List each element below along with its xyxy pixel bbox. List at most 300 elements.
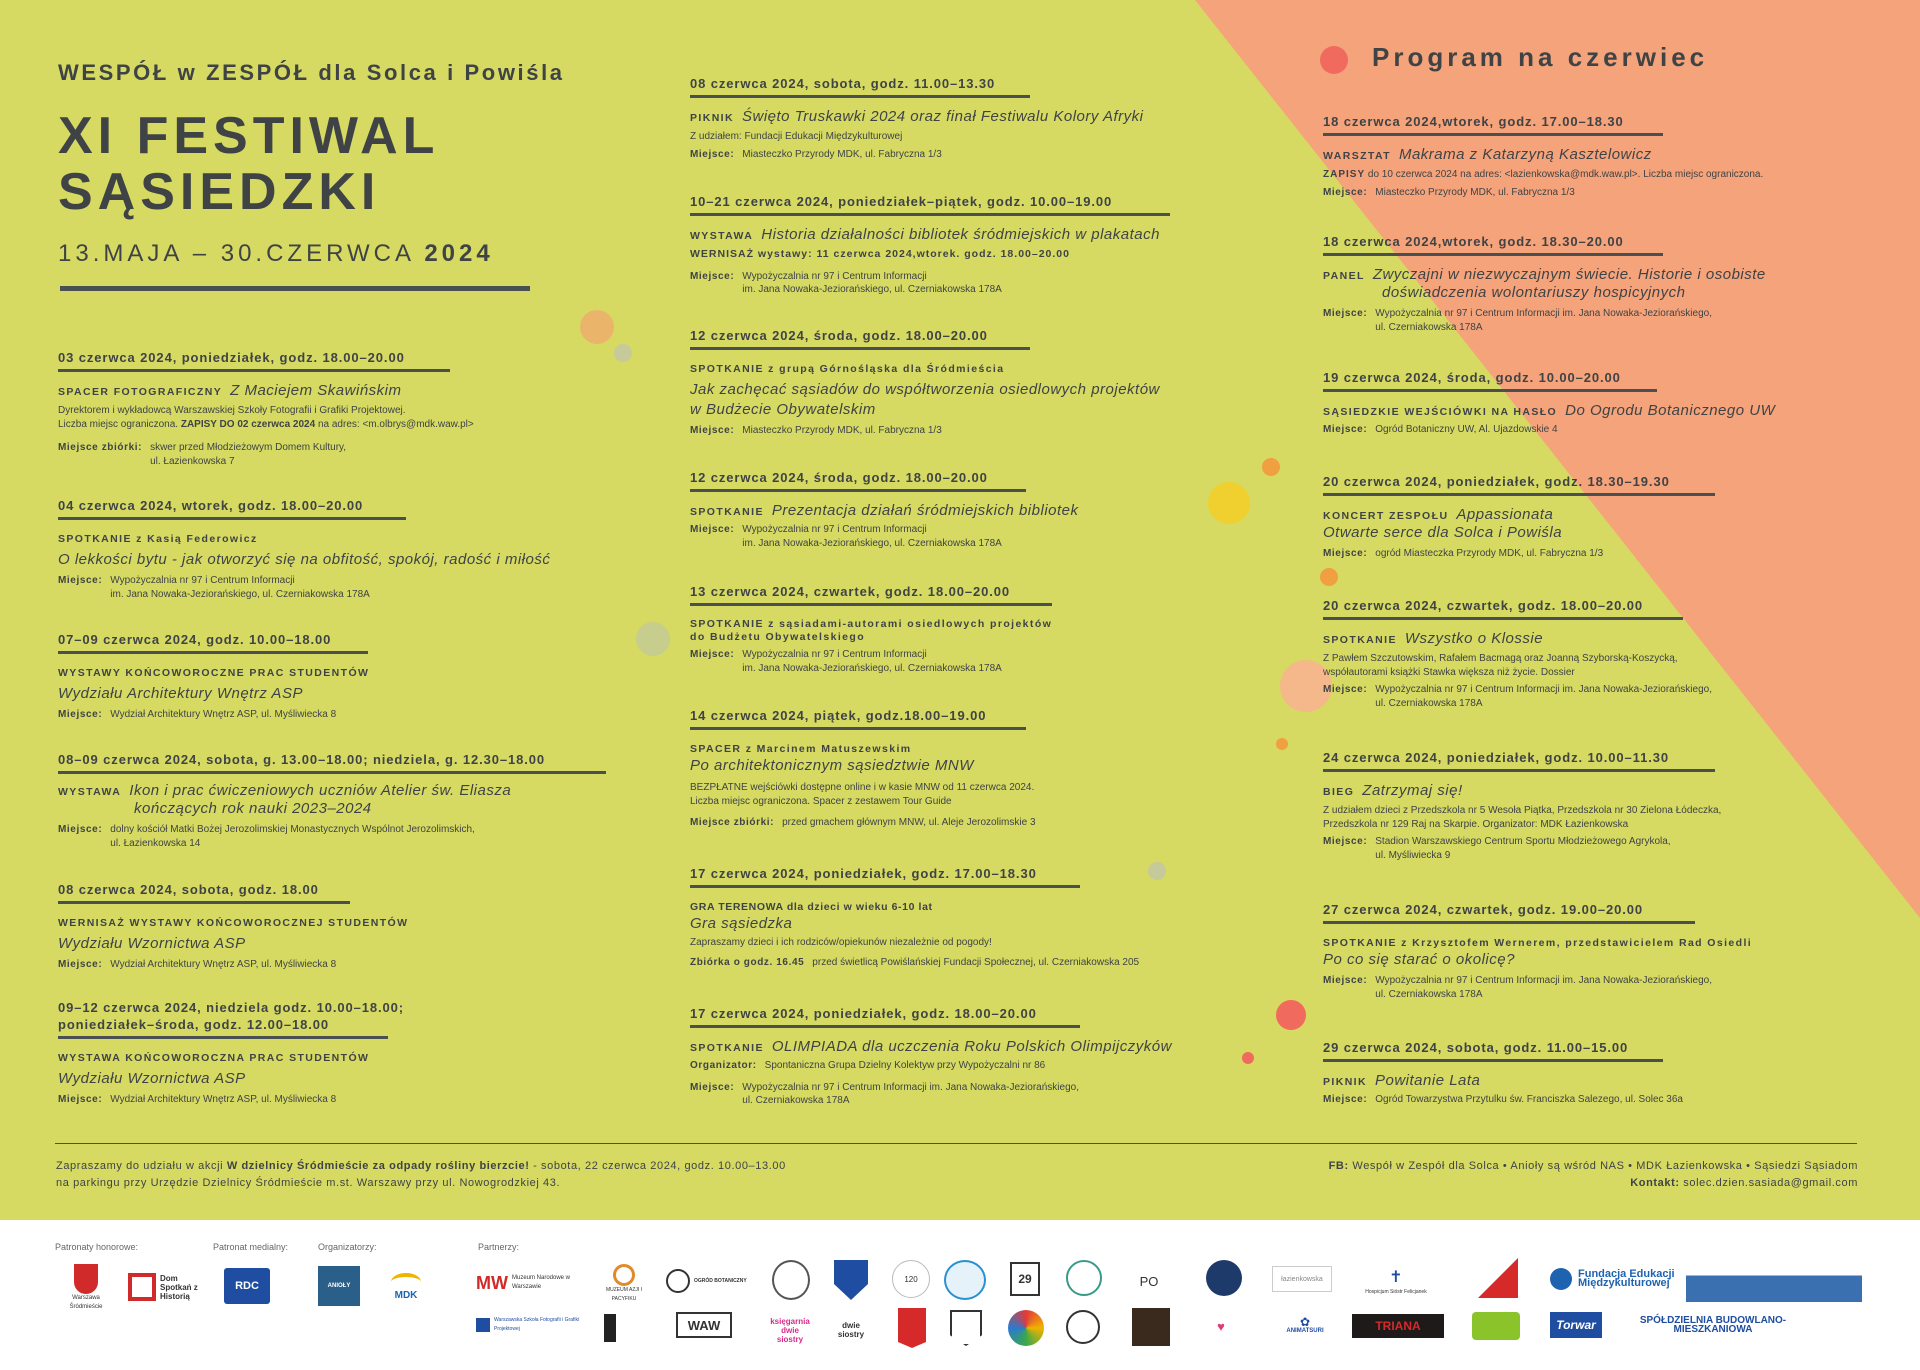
event-item <box>58 882 648 972</box>
event-title-cont: kończących rok nauki 2023–2024 <box>134 800 372 817</box>
place-text <box>1375 835 1670 862</box>
desc-part: Liczba miejsc ograniczona. <box>58 418 181 430</box>
wsf-icon <box>476 1318 490 1332</box>
event-place <box>58 958 648 972</box>
place-line: ul. Czerniakowska 178A <box>1375 321 1483 333</box>
event-desc: Zapraszamy dzieci i ich rodziców/opiekunów niezależnie od pogody! <box>690 937 992 948</box>
deco-dot <box>1276 738 1288 750</box>
event-kind: KONCERT ZESPOŁU <box>1323 510 1449 522</box>
dates-year: 2024 <box>424 240 494 267</box>
place-text: przed świetlicą Powiślańskiej Fundacji Społecznej, ul. Czerniakowska 205 <box>812 956 1140 968</box>
place-text <box>1375 974 1712 1001</box>
logo-text: Dom Spotkań z Historią <box>160 1273 198 1301</box>
event-date: 13 czerwca 2024, czwartek, godz. 18.00–20.00 <box>690 584 1011 599</box>
event-place <box>690 523 1250 550</box>
program-title <box>1372 42 1708 73</box>
event-desc: BEZPŁATNE wejściówki dostępne online i w kasie MNW od 11 czerwca 2024. <box>690 782 1035 793</box>
event-kind-line <box>58 916 648 930</box>
date-underline <box>1323 493 1715 496</box>
place-text: Wydział Architektury Wnętrz ASP, ul. Myśliwiecka 8 <box>110 959 337 970</box>
date-underline <box>690 727 1026 730</box>
partner-logo[interactable] <box>944 1260 986 1300</box>
event-title: Ikon i prac ćwiczeniowych uczniów Atelier św. Eliasza <box>129 782 512 799</box>
event-item <box>58 752 648 850</box>
organizer-text: Spontaniczna Grupa Dzielny Kolektyw przy Wypożyczalni nr 86 <box>764 1060 1046 1071</box>
event-kind: SPOTKANIE <box>690 1042 764 1054</box>
title-line-1: XI FESTIWAL <box>58 107 440 165</box>
event-desc <box>58 418 648 432</box>
partner-logo[interactable] <box>898 1308 926 1348</box>
place-label: Miejsce: <box>1323 684 1368 695</box>
event-title: Po co się starać o okolicę? <box>1323 951 1515 968</box>
event-heading <box>690 1040 1250 1055</box>
event-kind: SĄSIEDZKIE WEJŚCIÓWKI NA HASŁO <box>1323 406 1558 418</box>
logo-text: MDK <box>394 1289 418 1301</box>
date-underline <box>58 651 368 654</box>
partner-logo[interactable] <box>1066 1310 1100 1344</box>
triana-logo[interactable] <box>1352 1314 1444 1338</box>
event-organizer <box>690 1059 1250 1073</box>
date-underline <box>690 603 1052 606</box>
event-date: 17 czerwca 2024, poniedziałek, godz. 18.00–20.00 <box>690 1006 1037 1021</box>
date-underline <box>58 771 606 774</box>
logo-text: TRIANA <box>1375 1318 1421 1333</box>
event-desc: Liczba miejsc ograniczona. Spacer z zestawem Tour Guide <box>690 795 952 807</box>
place-line: skwer przed Młodzieżowym Domem Kultury, <box>150 442 347 453</box>
place-label: Miejsce: <box>58 959 103 970</box>
event-place <box>1323 1093 1903 1107</box>
event-item <box>690 866 1250 969</box>
event-kind: SPOTKANIE <box>1323 634 1397 646</box>
partner-logo[interactable] <box>1132 1308 1170 1346</box>
crest-icon <box>74 1264 98 1294</box>
lazienkowska-logo[interactable] <box>1272 1266 1332 1292</box>
event-title: Historia działalności bibliotek śródmiejskich w plakatach <box>761 226 1160 243</box>
place-label: Miejsce: <box>1323 975 1368 986</box>
event-date: 27 czerwca 2024, czwartek, godz. 19.00–20.00 <box>1323 902 1644 917</box>
place-text <box>742 648 1002 675</box>
event-kind-line <box>690 742 1250 756</box>
event-title: Jak zachęcać sąsiadów do współtworzenia osiedlowych projektów <box>690 381 1160 398</box>
event-item <box>58 498 648 601</box>
date-underline <box>690 885 1080 888</box>
place-text <box>110 574 370 601</box>
event-heading <box>1323 404 1903 419</box>
event-kind: WYSTAWA <box>690 230 754 242</box>
date-underline <box>1323 1059 1663 1062</box>
date-underline <box>1323 921 1695 924</box>
event-kind: PIKNIK <box>690 112 734 124</box>
event-title-cont: w Budżecie Obywatelskim <box>690 401 876 418</box>
event-desc: Z udziałem dzieci z Przedszkola nr 5 Wesoła Piątka, Przedszkola nr 30 Zielona Łódeczka, <box>1323 805 1722 816</box>
po-logo[interactable] <box>1124 1264 1174 1298</box>
event-date: 17 czerwca 2024, poniedziałek, godz. 17.00–18.30 <box>690 866 1037 881</box>
event-heading <box>690 228 1250 243</box>
event-date: 18 czerwca 2024,wtorek, godz. 18.30–20.00 <box>1323 234 1624 249</box>
event-item <box>690 1006 1250 1108</box>
date-underline <box>58 1036 388 1039</box>
rdc-logo[interactable] <box>224 1268 270 1304</box>
logo-text: MUZEUM AZJI I PACYFIKU <box>605 1287 643 1302</box>
event-place <box>1323 683 1903 710</box>
event-desc: Z udziałem: Fundacji Edukacji Międzykulturowej <box>690 131 903 142</box>
place-line: Wypożyczalnia nr 97 i Centrum Informacji im. Jana Nowaka-Jeziorańskiego, <box>1375 308 1712 319</box>
event-item <box>58 350 648 468</box>
event-title: O lekkości bytu - jak otworzyć się na obfitość, spokój, radość i miłość <box>58 551 551 568</box>
place-label: Miejsce: <box>58 1094 103 1105</box>
event-desc: Przedszkola nr 129 Raj na Skarpie. Organizator: MDK Łazienkowska <box>1323 818 1629 830</box>
footer-part: - sobota, 22 czerwca 2024, godz. 10.00–13.00 <box>529 1160 786 1172</box>
place-line: Wypożyczalnia nr 97 i Centrum Informacji <box>742 270 927 282</box>
event-title: Wydziału Wzornictwa ASP <box>58 1070 246 1087</box>
event-place <box>690 816 1250 830</box>
mdk-icon <box>391 1273 421 1291</box>
event-item <box>690 470 1250 550</box>
event-title: Wydziału Architektury Wnętrz ASP <box>58 685 303 702</box>
event-date: 03 czerwca 2024, poniedziałek, godz. 18.00–20.00 <box>58 350 405 365</box>
footer-left <box>56 1158 786 1192</box>
place-line: ul. Myśliwiecka 9 <box>1375 849 1451 861</box>
place-label: Miejsce: <box>1323 308 1368 319</box>
place-text <box>1375 307 1712 334</box>
event-place <box>1323 186 1903 200</box>
event-kind: SPOTKANIE z Kasią Federowicz <box>58 533 258 545</box>
place-label: Miejsce zbiórki: <box>58 442 143 453</box>
event-item <box>1323 474 1903 561</box>
event-date: 20 czerwca 2024, poniedziałek, godz. 18.30–19.30 <box>1323 474 1670 489</box>
place-label: Miejsce: <box>1323 424 1368 435</box>
place-line: Wypożyczalnia nr 97 i Centrum Informacji <box>742 524 927 535</box>
event-date: 08 czerwca 2024, sobota, godz. 18.00 <box>58 882 319 897</box>
event-title: Appassionata <box>1456 506 1554 523</box>
event-item <box>58 1000 648 1107</box>
date-underline <box>58 369 450 372</box>
muzeum-azji-logo[interactable] <box>602 1258 646 1310</box>
event-kind: WARSZTAT <box>1323 150 1391 162</box>
place-label: Miejsce: <box>690 1081 735 1093</box>
partner-logo-120[interactable] <box>892 1260 930 1298</box>
event-place <box>58 574 648 601</box>
event-title: Zatrzymaj się! <box>1362 782 1463 799</box>
event-kind: PIKNIK <box>1323 1076 1367 1088</box>
logo-text: WAW <box>687 1317 721 1333</box>
event-heading <box>1323 632 1903 647</box>
partner-logo[interactable] <box>1008 1310 1044 1346</box>
event-place <box>690 424 1250 438</box>
event-date: 12 czerwca 2024, środa, godz. 18.00–20.00 <box>690 470 988 485</box>
event-title-cont: Otwarte serce dla Solca i Powiśla <box>1323 524 1563 541</box>
place-line: im. Jana Nowaka-Jeziorańskiego, ul. Czerniakowska 178A <box>742 662 1002 674</box>
place-line: ul. Czerniakowska 178A <box>1375 988 1483 1000</box>
mdk-logo[interactable] <box>384 1264 428 1308</box>
desc-part: na adres: <m.olbrys@mdk.waw.pl> <box>315 418 474 430</box>
logo-text: Torwar <box>1556 1317 1596 1332</box>
program-dot <box>1320 46 1348 74</box>
event-kind-line <box>58 532 648 546</box>
date-underline <box>690 347 1030 350</box>
date-underline <box>1323 133 1663 136</box>
logo-text: RDC <box>235 1279 259 1292</box>
place-line: dolny kościół Matki Bożej Jerozolimskiej Monastycznych Wspólnot Jerozolimskich, <box>110 824 475 835</box>
dwie-siostry-logo[interactable] <box>830 1310 872 1350</box>
title-line-2: SĄSIEDZKI <box>58 163 381 221</box>
event-kind: SPOTKANIE <box>690 506 764 518</box>
event-title: Wszystko o Klossie <box>1404 630 1544 647</box>
partner-logo[interactable] <box>1478 1258 1518 1298</box>
place-text: przed gmachem głównym MNW, ul. Aleje Jerozolimskie 3 <box>782 817 1036 828</box>
event-desc: Z Pawłem Szczutowskim, Rafałem Bacmagą oraz Joanną Szyborską-Koszycką, <box>1323 653 1678 664</box>
event-kind-line <box>58 666 648 680</box>
event-kind-line <box>690 362 1250 376</box>
place-line: ul. Czerniakowska 178A <box>742 1095 850 1106</box>
date-underline <box>1323 769 1715 772</box>
event-kind-line <box>690 618 1250 631</box>
partner-logo[interactable]: ♥ <box>1217 1318 1225 1334</box>
place-line: Wypożyczalnia nr 97 i Centrum Informacji <box>110 575 295 586</box>
dom-icon <box>128 1273 156 1301</box>
event-place <box>1323 835 1903 862</box>
event-item <box>58 632 648 722</box>
event-place <box>58 441 648 468</box>
deco-dot <box>1320 568 1338 586</box>
ogrod-botaniczny-logo[interactable] <box>666 1264 750 1298</box>
event-place <box>58 708 648 722</box>
date-underline <box>690 95 1030 98</box>
event-title: Po architektonicznym sąsiedztwie MNW <box>690 757 974 774</box>
event-item <box>1323 750 1903 862</box>
cross-icon: ✝ <box>1389 1268 1403 1286</box>
fem-logo[interactable] <box>1550 1262 1700 1296</box>
place-text: Ogród Botaniczny UW, Al. Ujazdowskie 4 <box>1375 424 1558 435</box>
event-item <box>690 328 1250 438</box>
place-label: Miejsce: <box>1323 186 1368 198</box>
place-label: Miejsce: <box>690 270 735 282</box>
event-item <box>1323 598 1903 710</box>
date-underline <box>1323 253 1663 256</box>
festival-title <box>58 108 439 220</box>
event-date: 12 czerwca 2024, środa, godz. 18.00–20.00 <box>690 328 988 343</box>
place-label: Miejsce: <box>1323 836 1368 847</box>
event-kind: SPOTKANIE z Krzysztofem Wernerem, przedstawicielem Rad Osiedli <box>1323 937 1753 949</box>
date-underline <box>58 517 406 520</box>
place-label: Miejsce: <box>58 575 103 586</box>
logo-text: Warszawska Szkoła Fotografii i Grafiki Projektowej <box>494 1317 580 1332</box>
event-date: 07–09 czerwca 2024, godz. 10.00–18.00 <box>58 632 332 647</box>
event-heading <box>58 384 648 399</box>
event-title: OLIMPIADA dla uczczenia Roku Polskich Olimpijczyków <box>771 1038 1172 1055</box>
deco-dot <box>1276 1000 1306 1030</box>
event-kind: PANEL <box>1323 270 1365 282</box>
event-place <box>58 823 648 850</box>
event-kind: GRA TERENOWA dla dzieci w wieku 6-10 lat <box>690 901 933 913</box>
logo-text: ANIOŁY <box>327 1282 351 1289</box>
event-title: Do Ogrodu Botanicznego UW <box>1565 402 1776 419</box>
event-place <box>1323 307 1903 334</box>
event-kind: WYSTAWY KOŃCOWOROCZNE PRAC STUDENTÓW <box>58 667 370 679</box>
torwar-logo[interactable] <box>1550 1312 1602 1338</box>
place-label: Zbiórka o godz. 16.45 <box>690 956 805 968</box>
logo-text: SPÓŁDZIELNIA BUDOWLANO-MIESZKANIOWA <box>1639 1315 1787 1335</box>
footer-divider <box>55 1143 1857 1144</box>
footer-contact <box>1329 1175 1858 1192</box>
fem-icon <box>1550 1268 1572 1290</box>
anioly-logo[interactable] <box>318 1266 360 1306</box>
event-item <box>690 708 1250 830</box>
event-title: Powitanie Lata <box>1375 1072 1481 1089</box>
footer-fb <box>1329 1158 1858 1175</box>
event-title: Święto Truskawki 2024 oraz finał Festiwalu Kolory Afryki <box>742 108 1144 125</box>
partner-logo[interactable] <box>1472 1312 1520 1340</box>
contact-label: Kontakt: <box>1630 1177 1680 1189</box>
logo-text: Hospicjum Sióstr Felicjanek <box>1365 1288 1427 1295</box>
event-place <box>690 1081 1250 1108</box>
date-underline <box>690 489 1026 492</box>
footer-right <box>1329 1158 1858 1192</box>
place-text: Wydział Architektury Wnętrz ASP, ul. Myśliwiecka 8 <box>110 709 337 720</box>
event-desc: współautorami książki Stawka większa niż życie. Dossier <box>1323 666 1575 678</box>
event-desc <box>1323 168 1903 182</box>
event-item <box>1323 234 1903 334</box>
contact-email[interactable]: solec.dzien.sasiada@gmail.com <box>1679 1177 1858 1189</box>
partner-logo[interactable] <box>1066 1260 1102 1296</box>
event-desc: Dyrektorem i wykładowcą Warszawskiej Szkoły Fotografii i Grafiki Projektowej. <box>58 405 406 416</box>
event-heading <box>1323 508 1903 523</box>
festival-subtitle: WESPÓŁ w ZESPÓŁ dla Solca i Powiśla <box>58 60 565 85</box>
place-text <box>742 270 1002 297</box>
place-line: im. Jana Nowaka-Jeziorańskiego, ul. Czerniakowska 178A <box>742 284 1002 295</box>
event-date: 29 czerwca 2024, sobota, godz. 11.00–15.00 <box>1323 1040 1629 1055</box>
mnw-icon: MW <box>476 1272 508 1293</box>
skyline-logo[interactable] <box>1686 1258 1862 1302</box>
ksiegarnia-logo[interactable] <box>770 1310 810 1350</box>
animatsuri-logo[interactable] <box>1272 1312 1338 1342</box>
partner-logo[interactable] <box>1206 1260 1242 1296</box>
event-heading <box>58 784 648 799</box>
event-date: 19 czerwca 2024, środa, godz. 10.00–20.00 <box>1323 370 1621 385</box>
place-text: Miasteczko Przyrody MDK, ul. Fabryczna 1/3 <box>1375 186 1575 198</box>
event-item <box>1323 370 1903 437</box>
event-title: Z Maciejem Skawińskim <box>230 382 402 399</box>
place-label: Miejsce: <box>58 824 103 835</box>
label-media: Patronat medialny: <box>213 1242 289 1252</box>
place-line: ul. Łazienkowska 14 <box>110 837 201 849</box>
logo-text: dwie siostry <box>837 1321 865 1339</box>
place-line: im. Jana Nowaka-Jeziorańskiego, ul. Czerniakowska 178A <box>110 588 370 600</box>
event-title-cont: doświadczenia wolontariuszy hospicyjnych <box>1382 284 1686 301</box>
event-item <box>690 194 1250 297</box>
event-kind-line <box>58 1051 648 1065</box>
event-title: Makrama z Katarzyną Kasztelowicz <box>1398 146 1652 163</box>
place-line: Wypożyczalnia nr 97 i Centrum Informacji im. Jana Nowaka-Jeziorańskiego, <box>1375 975 1712 986</box>
dates-text: 13.MAJA – 30.CZERWCA <box>58 240 425 267</box>
event-kind: SPOTKANIE z sąsiadami-autorami osiedlowych projektów <box>690 618 1053 630</box>
place-line: ul. Łazienkowska 7 <box>150 455 235 467</box>
place-label: Miejsce: <box>690 524 735 535</box>
logo-text: łazienkowska <box>1281 1275 1323 1283</box>
event-date: 14 czerwca 2024, piątek, godz.18.00–19.00 <box>690 708 987 723</box>
event-kind: WYSTAWA <box>58 786 122 798</box>
event-place <box>58 1093 648 1107</box>
mnw-logo[interactable] <box>476 1266 586 1300</box>
partner-logo[interactable] <box>950 1310 982 1346</box>
event-date: 09–12 czerwca 2024, niedziela godz. 10.00–18.00; <box>58 1000 404 1015</box>
event-title: Wydziału Wzornictwa ASP <box>58 935 246 952</box>
place-text: Miasteczko Przyrody MDK, ul. Fabryczna 1/3 <box>742 148 942 160</box>
place-label: Miejsce: <box>690 148 735 160</box>
place-line: im. Jana Nowaka-Jeziorańskiego, ul. Czerniakowska 178A <box>742 537 1002 549</box>
event-kind-line <box>690 900 1250 914</box>
date-underline <box>690 213 1170 216</box>
leaf-icon <box>666 1269 690 1293</box>
warszawa-logo[interactable] <box>56 1264 116 1312</box>
event-heading <box>690 110 1250 125</box>
event-heading <box>1323 1074 1903 1089</box>
festival-dates <box>58 240 494 268</box>
event-kind: SPACER FOTOGRAFICZNY <box>58 386 223 398</box>
deco-dot <box>1262 458 1280 476</box>
logo-text: PO <box>1139 1273 1159 1289</box>
desc-part: do 10 czerwca 2024 na adres: <lazienkowska@mdk.waw.pl>. Liczba miejsc ograniczona. <box>1365 169 1764 180</box>
footer-part: W dzielnicy Śródmieście za odpady rośliny bierzcie! <box>226 1160 530 1172</box>
event-date: 08–09 czerwca 2024, sobota, g. 13.00–18.00; niedziela, g. 12.30–18.00 <box>58 752 546 767</box>
event-kind: SPACER z Marcinem Matuszewskim <box>690 743 912 755</box>
event-date: 04 czerwca 2024, wtorek, godz. 18.00–20.00 <box>58 498 364 513</box>
logo-text: 120 <box>904 1274 918 1284</box>
place-line: Wypożyczalnia nr 97 i Centrum Informacji im. Jana Nowaka-Jeziorańskiego, <box>1375 684 1712 695</box>
logo-text: księgarnia dwie siostry <box>770 1316 810 1344</box>
place-label: Miejsce: <box>690 649 735 660</box>
event-heading <box>1323 148 1903 163</box>
event-heading <box>690 504 1250 519</box>
header-underline <box>60 286 530 291</box>
partner-logo[interactable] <box>834 1260 868 1300</box>
place-line: Wypożyczalnia nr 97 i Centrum Informacji <box>742 649 927 660</box>
place-line: Wypożyczalnia nr 97 i Centrum Informacji im. Jana Nowaka-Jeziorańskiego, <box>742 1081 1079 1093</box>
event-heading <box>1323 784 1903 799</box>
place-text <box>150 441 346 468</box>
event-date: 10–21 czerwca 2024, poniedziałek–piątek, godz. 10.00–19.00 <box>690 194 1113 209</box>
event-place <box>690 148 1250 162</box>
program-title-text: Program na czerwiec <box>1372 42 1709 72</box>
deco-dot <box>580 310 614 344</box>
event-kind: WERNISAŻ WYSTAWY KOŃCOWOROCZNEJ STUDENTÓW <box>58 917 409 929</box>
partner-logo-29[interactable] <box>1010 1262 1040 1296</box>
place-label: Miejsce: <box>1323 548 1368 559</box>
event-date: 18 czerwca 2024,wtorek, godz. 17.00–18.30 <box>1323 114 1624 129</box>
waw-logo[interactable] <box>676 1312 732 1338</box>
wsf-logo[interactable] <box>476 1310 586 1340</box>
event-title: Zwyczajni w niezwyczajnym świecie. Historie i osobiste <box>1372 266 1766 283</box>
dom-spotkan-logo[interactable] <box>128 1266 208 1308</box>
muzeum-icon <box>613 1264 635 1286</box>
place-text <box>742 1081 1079 1108</box>
hospicjum-logo[interactable] <box>1356 1260 1436 1304</box>
event-date: 24 czerwca 2024, poniedziałek, godz. 10.00–11.30 <box>1323 750 1669 765</box>
place-text: Ogród Towarzystwa Przytulku św. Franciszka Salezego, ul. Solec 36a <box>1375 1094 1683 1105</box>
flower-icon: ✿ <box>1299 1315 1311 1329</box>
place-label: Miejsce: <box>1323 1094 1368 1105</box>
footer-line-1 <box>56 1158 786 1175</box>
event-place <box>1323 547 1903 561</box>
logo-text: Fundacja Edukacji Międzykulturowej <box>1578 1268 1675 1289</box>
partner-logo[interactable] <box>772 1260 810 1300</box>
partner-logo[interactable] <box>604 1314 654 1342</box>
label-organizers: Organizatorzy: <box>318 1242 377 1252</box>
event-date-cont: poniedziałek–środa, godz. 12.00–18.00 <box>58 1017 330 1032</box>
place-text <box>742 523 1002 550</box>
place-text: Miasteczko Przyrody MDK, ul. Fabryczna 1/3 <box>742 425 942 436</box>
spoldzielnia-logo[interactable] <box>1608 1314 1818 1336</box>
